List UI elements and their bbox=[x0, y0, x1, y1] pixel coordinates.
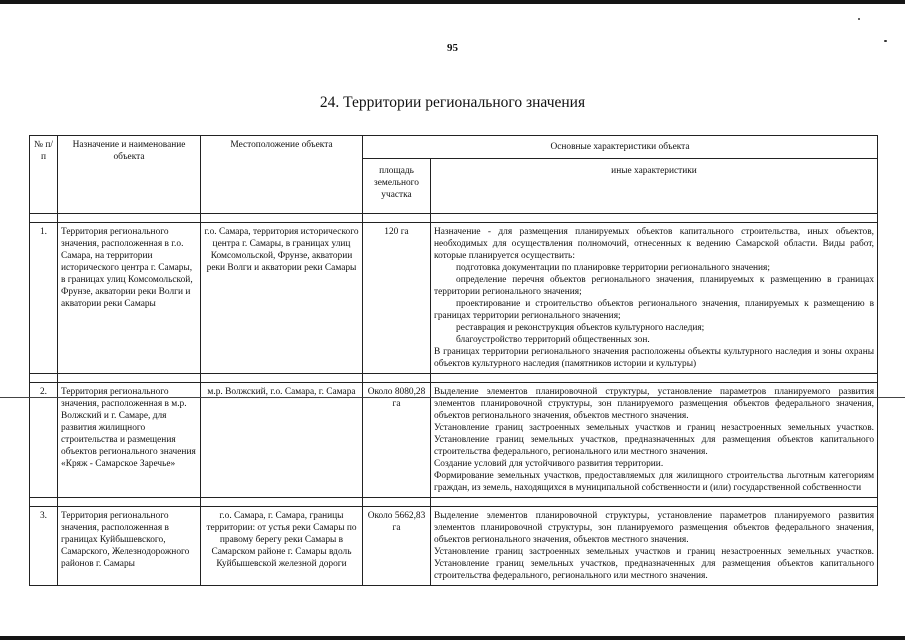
separator-cell bbox=[363, 374, 431, 383]
characteristic-paragraph: В границах территории регионального значения расположены объекты культурного наследия и зоны охраны объектов культурного наследия (памятников истории и культуры) bbox=[434, 347, 875, 369]
characteristic-paragraph: Формирование земельных участков, предоставляемых для жилищного строительства льготным категориям граждан, из земель, находящихся в муниципальной собственности и (или) государственной собственности bbox=[434, 471, 875, 493]
row-separator bbox=[30, 374, 878, 383]
separator-cell bbox=[201, 214, 363, 223]
characteristic-paragraph: определение перечня объектов регионального значения, планируемых к размещению в границах территории регионального значения; bbox=[434, 275, 875, 297]
separator-cell bbox=[201, 498, 363, 507]
object-name: Территория регионального значения, расположенная в м.р. Волжский и г. Самаре, для развития жилищного строительства и размещения объектов регионального значения «Кряж - Самарское Заречье» bbox=[58, 383, 201, 498]
object-name: Территория регионального значения, расположенная в г.о. Самара, на территории исторического центра г. Самары, в границах улиц Комсомольской, Фрунзе, акватории реки Волги и акватории реки Самары bbox=[58, 223, 201, 374]
object-location: м.р. Волжский, г.о. Самара, г. Самара bbox=[201, 383, 363, 498]
object-location: г.о. Самара, территория исторического центра г. Самары, в границах улиц Комсомольской, Фрунзе, акватории реки Волги и акватории реки Самары bbox=[201, 223, 363, 374]
scan-artifact-line bbox=[0, 397, 905, 398]
header-other: иные характеристики bbox=[431, 159, 878, 214]
header-name: Назначение и наименование объекта bbox=[58, 136, 201, 214]
object-location: г.о. Самара, г. Самара, границы территории: от устья реки Самары по правому берегу реки Самары в Самарском районе г. Самары вдоль Куйбышевской железной дороги bbox=[201, 507, 363, 586]
row-separator bbox=[30, 498, 878, 507]
characteristic-paragraph: Установление границ застроенных земельных участков и границ незастроенных земельных участков. Установление границ земельных участков, предназначенных для размещения объектов капитального строительства федерального, регионального или местного значения. bbox=[434, 423, 875, 457]
land-area: Около 5662,83 га bbox=[363, 507, 431, 586]
characteristic-paragraph: благоустройство территорий общественных зон. bbox=[456, 335, 650, 345]
separator-cell bbox=[363, 498, 431, 507]
object-name: Территория регионального значения, расположенная в границах Куйбышевского, Самарского, Железнодорожного районов г. Самары bbox=[58, 507, 201, 586]
separator-cell bbox=[58, 214, 201, 223]
separator-cell bbox=[30, 498, 58, 507]
scan-speck bbox=[858, 18, 860, 20]
header-row-1 bbox=[30, 136, 878, 159]
characteristic-paragraph: проектирование и строительство объектов регионального значения, планируемых к размещению в границах территории регионального значения; bbox=[434, 299, 875, 321]
row-number: 1. bbox=[30, 223, 58, 374]
row-separator bbox=[30, 214, 878, 223]
separator-cell bbox=[431, 498, 878, 507]
characteristic-paragraph: Создание условий для устойчивого развития территории. bbox=[434, 459, 664, 469]
other-characteristics bbox=[431, 223, 878, 374]
page-number: 95 bbox=[447, 42, 458, 54]
bottom-scan-border bbox=[0, 636, 905, 640]
header-area: площадь земельного участка bbox=[363, 159, 431, 214]
document-title: 24. Территории регионального значения bbox=[319, 94, 586, 111]
table-row bbox=[30, 383, 878, 498]
characteristic-paragraph: Установление границ застроенных земельных участков и границ незастроенных земельных участков. Установление границ земельных участков, предназначенных для размещения объектов капитального строительства федерального, регионального или местного значения. bbox=[434, 547, 875, 581]
separator-cell bbox=[30, 374, 58, 383]
land-area: 120 га bbox=[363, 223, 431, 374]
separator-cell bbox=[58, 374, 201, 383]
characteristic-paragraph: реставрация и реконструкция объектов культурного наследия; bbox=[456, 323, 705, 333]
header-characteristics: Основные характеристики объекта bbox=[363, 136, 878, 159]
separator-cell bbox=[431, 374, 878, 383]
header-location: Местоположение объекта bbox=[201, 136, 363, 214]
separator-cell bbox=[363, 214, 431, 223]
separator-cell bbox=[30, 214, 58, 223]
header-num: № п/п bbox=[30, 136, 58, 214]
row-number: 3. bbox=[30, 507, 58, 586]
row-number: 2. bbox=[30, 383, 58, 498]
characteristic-paragraph: подготовка документации по планировке территории регионального значения; bbox=[456, 263, 770, 273]
characteristic-paragraph: Выделение элементов планировочной структуры, установление параметров планируемого развития элементов планировочной структуры, зон планируемого размещения объектов федерального значения, объектов регионального значения, объектов местного значения. bbox=[434, 387, 875, 421]
other-characteristics bbox=[431, 383, 878, 498]
separator-cell bbox=[58, 498, 201, 507]
separator-cell bbox=[201, 374, 363, 383]
characteristic-paragraph: Выделение элементов планировочной структуры, установление параметров планируемого развития элементов планировочной структуры, зон планируемого размещения объектов федерального значения, объектов регионального значения, объектов местного значения. bbox=[434, 511, 875, 545]
land-area: Около 8080,28 га bbox=[363, 383, 431, 498]
regional-territories-table bbox=[29, 135, 878, 586]
separator-cell bbox=[431, 214, 878, 223]
other-characteristics bbox=[431, 507, 878, 586]
top-scan-border bbox=[0, 0, 905, 4]
characteristic-paragraph: Назначение - для размещения планируемых объектов капитального строительства, иных объектов, необходимых для осуществления полномочий, отнесенных к ведению Самарской области. Виды работ, которые планируется осуществить: bbox=[434, 227, 875, 261]
table-row bbox=[30, 223, 878, 374]
table-row bbox=[30, 507, 878, 586]
